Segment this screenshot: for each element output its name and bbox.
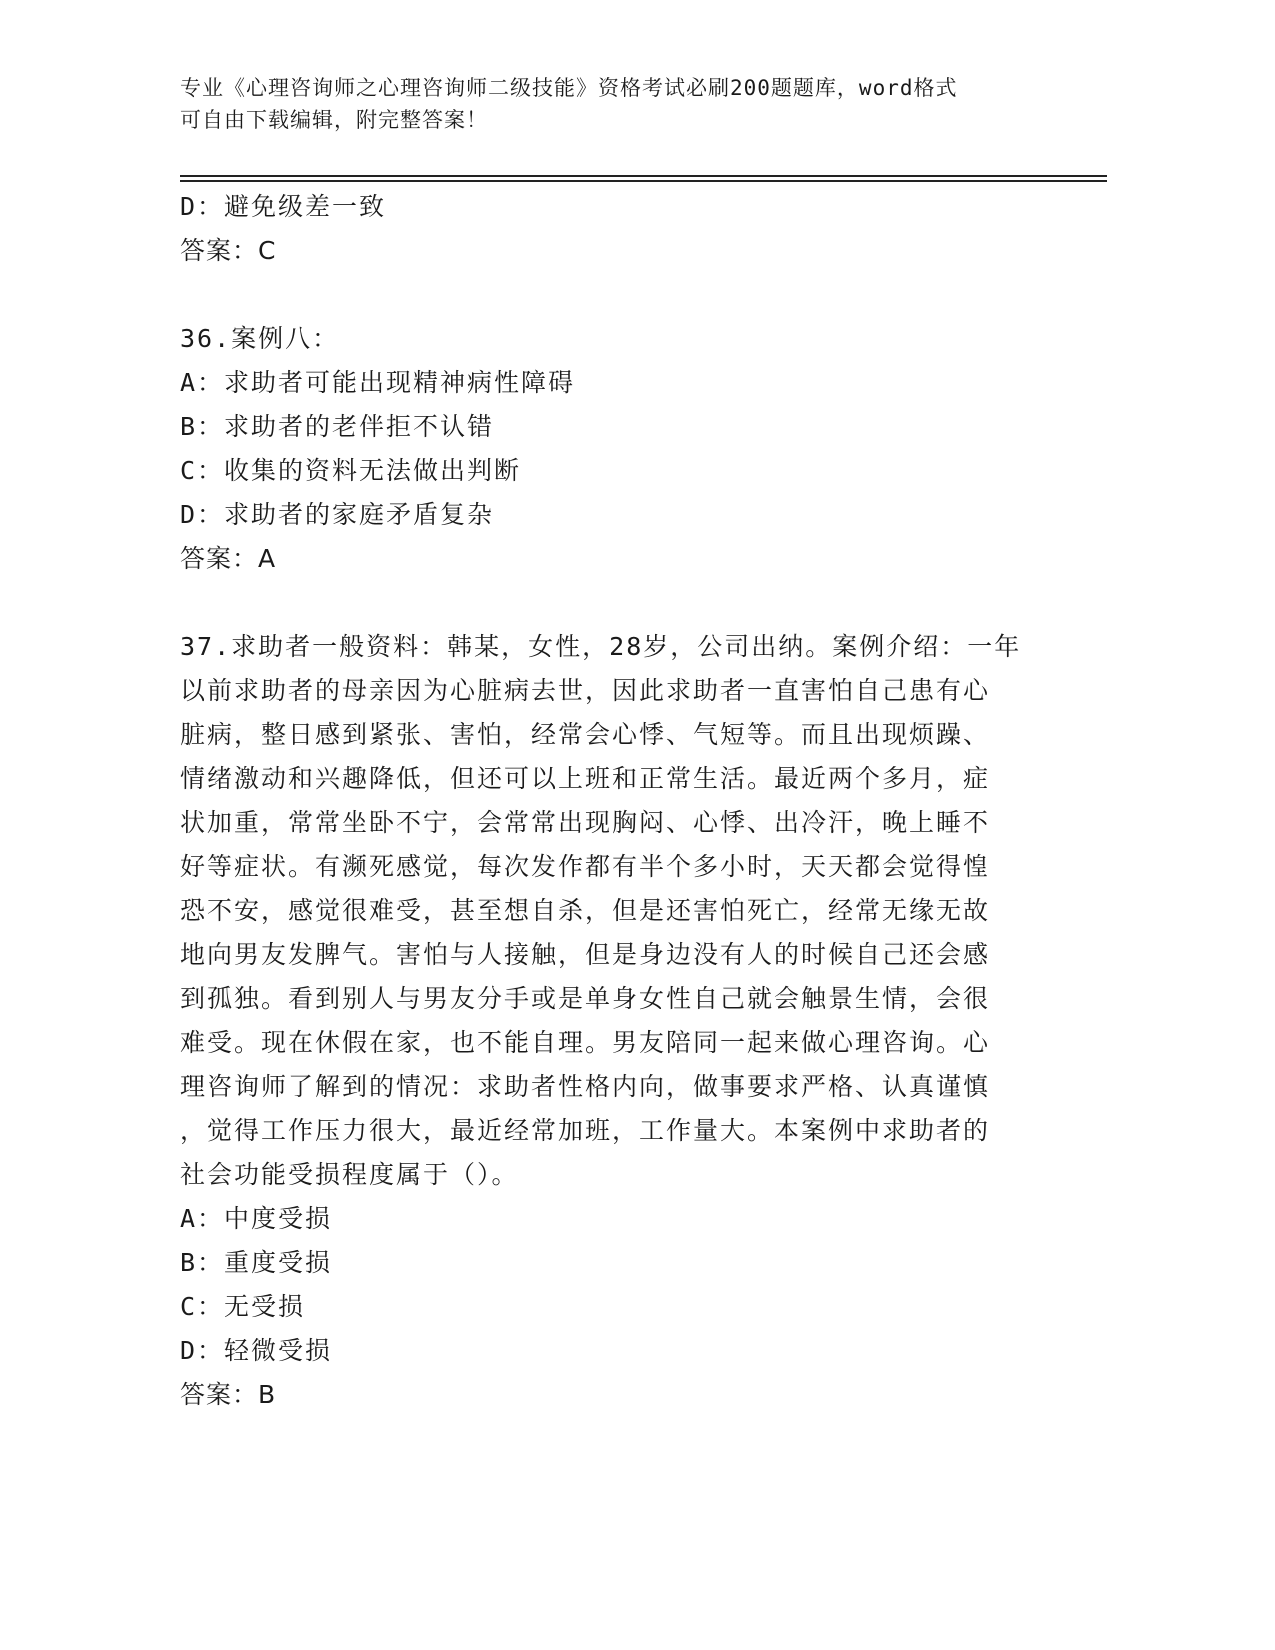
- question-36: [180, 317, 1050, 581]
- stem-line: 37.求助者一般资料：韩某，女性，28岁，公司出纳。案例介绍：一年: [180, 632, 1022, 661]
- stem-line: 恐不安，感觉很难受，甚至想自杀，但是还害怕死亡，经常无缘无故: [180, 896, 991, 925]
- question-content: [180, 185, 1050, 1417]
- option-a: A：求助者可能出现精神病性障碍: [180, 368, 576, 397]
- stem-line: ，觉得工作压力很大，最近经常加班，工作量大。本案例中求助者的: [180, 1116, 991, 1145]
- option-b: B：重度受损: [180, 1248, 333, 1277]
- header-title-line2: 可自由下载编辑，附完整答案！: [180, 108, 488, 132]
- stem-line: 社会功能受损程度属于（）。: [180, 1160, 519, 1189]
- question-35-tail: [180, 185, 1050, 273]
- question-stem: 36.案例八：: [180, 324, 340, 353]
- option-d: D：避免级差一致: [180, 192, 387, 221]
- question-stem: [180, 625, 1050, 1197]
- stem-line: 难受。现在休假在家，也不能自理。男友陪同一起来做心理咨询。心: [180, 1028, 991, 1057]
- stem-line: 到孤独。看到别人与男友分手或是单身女性自己就会触景生情，会很: [180, 984, 991, 1013]
- stem-line: 情绪激动和兴趣降低，但还可以上班和正常生活。最近两个多月，症: [180, 764, 991, 793]
- stem-line: 以前求助者的母亲因为心脏病去世，因此求助者一直害怕自己患有心: [180, 676, 991, 705]
- question-37: [180, 625, 1050, 1417]
- stem-line: 理咨询师了解到的情况：求助者性格内向，做事要求严格、认真谨慎: [180, 1072, 991, 1101]
- option-d: D：轻微受损: [180, 1336, 333, 1365]
- option-b: B：求助者的老伴拒不认错: [180, 412, 495, 441]
- option-d: D：求助者的家庭矛盾复杂: [180, 500, 495, 529]
- document-header: [180, 72, 1040, 136]
- answer-line: 答案：B: [180, 1380, 277, 1409]
- stem-line: 地向男友发脾气。害怕与人接触，但是身边没有人的时候自己还会感: [180, 940, 991, 969]
- answer-line: 答案：C: [180, 236, 277, 265]
- answer-line: 答案：A: [180, 544, 277, 573]
- spacer: [180, 581, 1050, 625]
- stem-line: 脏病，整日感到紧张、害怕，经常会心悸、气短等。而且出现烦躁、: [180, 720, 991, 749]
- option-c: C：收集的资料无法做出判断: [180, 456, 522, 485]
- spacer: [180, 273, 1050, 317]
- header-rule-top: [180, 175, 1107, 177]
- header-rule-bottom: [180, 180, 1107, 182]
- stem-line: 状加重，常常坐卧不宁，会常常出现胸闷、心悸、出冷汗，晚上睡不: [180, 808, 991, 837]
- option-a: A：中度受损: [180, 1204, 333, 1233]
- header-title-line1: 专业《心理咨询师之心理咨询师二级技能》资格考试必刷200题题库，word格式: [180, 76, 958, 100]
- stem-line: 好等症状。有濒死感觉，每次发作都有半个多小时，天天都会觉得惶: [180, 852, 991, 881]
- option-c: C：无受损: [180, 1292, 306, 1321]
